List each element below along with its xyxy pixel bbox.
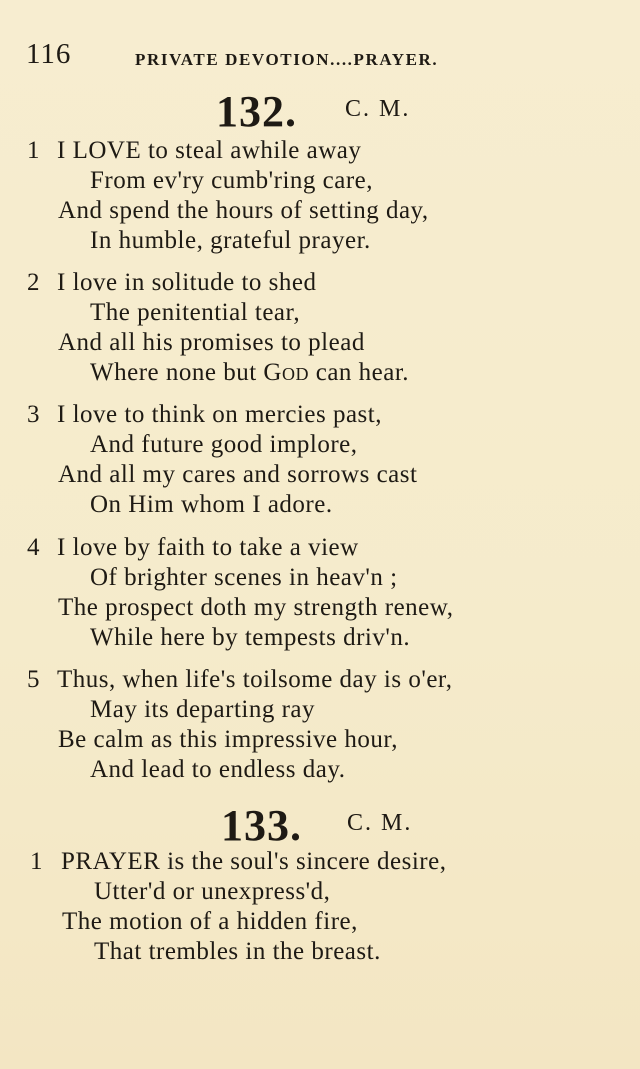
verse-line: And lead to endless day.: [90, 756, 346, 783]
hymn-number: 133.: [221, 801, 302, 850]
verse-first-word: I LOVE: [57, 137, 142, 164]
hymn-133-heading: [0, 800, 640, 850]
verse-line-rest: is the soul's sincere desire,: [160, 848, 447, 875]
verse-line: That trembles in the breast.: [94, 938, 381, 965]
verse-line: And future good implore,: [90, 431, 358, 458]
verse-line: While here by tempests driv'n.: [90, 624, 411, 651]
verse-line: And all his promises to plead: [58, 329, 365, 356]
hymn-meter: C. M.: [345, 96, 411, 122]
verse-number: 2: [27, 269, 40, 296]
running-title: PRIVATE DEVOTION....PRAYER.: [135, 50, 439, 69]
verse-line: Thus, when life's toilsome day is o'er,: [57, 666, 453, 693]
hymn-number: 132.: [216, 87, 297, 136]
verse-line: In humble, grateful prayer.: [90, 227, 371, 254]
verse-line: [61, 848, 446, 876]
verse-line: From ev'ry cumb'ring care,: [90, 167, 374, 194]
verse-line: On Him whom I adore.: [90, 491, 333, 518]
verse-line: The penitential tear,: [90, 299, 301, 326]
verse-first-word: PRAYER: [61, 848, 161, 875]
verse-line: May its departing ray: [90, 696, 316, 723]
verse-line: Utter'd or unexpress'd,: [94, 878, 331, 905]
verse-line: I love in solitude to shed: [57, 269, 317, 296]
verse-line: I love to think on mercies past,: [57, 401, 382, 428]
verse-line: The motion of a hidden fire,: [62, 908, 358, 935]
verse-number: 5: [27, 666, 40, 693]
verse-line: I love by faith to take a view: [57, 534, 359, 561]
page-number: 116: [26, 38, 72, 70]
verse-number: 4: [27, 534, 40, 561]
page-header: [26, 38, 600, 78]
verse-number: 1: [27, 137, 40, 164]
verse-line: [57, 137, 361, 165]
divine-name: God: [263, 359, 309, 386]
verse-line: Of brighter scenes in heav'n ;: [90, 564, 398, 591]
verse-line: And spend the hours of setting day,: [58, 197, 429, 224]
verse-number: 1: [30, 848, 43, 875]
hymn-132-heading: [0, 86, 640, 136]
verse-line: The prospect doth my strength renew,: [58, 594, 454, 621]
verse-line: Where none but God can hear.: [90, 359, 410, 386]
verse-line: And all my cares and sorrows cast: [58, 461, 418, 488]
verse-line: Be calm as this impressive hour,: [58, 726, 398, 753]
verse-number: 3: [27, 401, 40, 428]
hymn-meter: C. M.: [347, 810, 413, 836]
verse-line-rest: to steal awhile away: [141, 137, 362, 164]
